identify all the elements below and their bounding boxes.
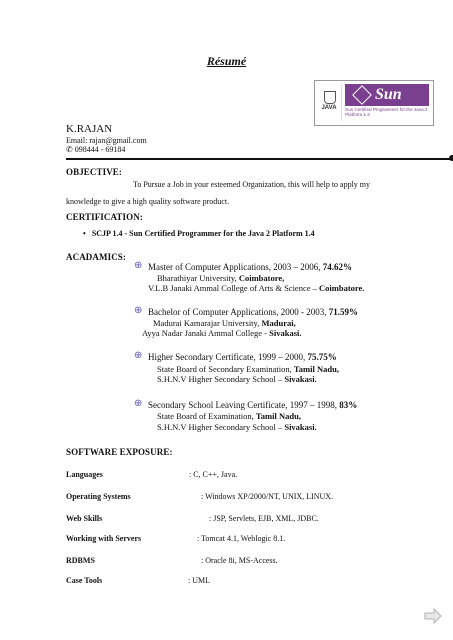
- phone-icon: ✆: [66, 145, 73, 154]
- percentage: 75.75%: [307, 352, 337, 362]
- skill-value: : Oracle 8i, MS-Access.: [201, 556, 278, 565]
- crosshair-bullet-icon: ⊕: [134, 260, 143, 271]
- resume-title: Résumé: [206, 54, 247, 68]
- certification-text: SCJP 1.4 - Sun Certified Programmer for the Java 2 Platform 1.4: [91, 229, 315, 238]
- academic-entry-4-board: State Board of Examination, Tamil Nadu,: [157, 411, 301, 421]
- crosshair-bullet-icon: ⊕: [134, 350, 143, 361]
- skill-label: RDBMS: [66, 556, 95, 565]
- certification-item: [83, 229, 315, 238]
- header-divider: [66, 158, 453, 160]
- crosshair-bullet-icon: ⊕: [134, 398, 143, 409]
- objective-line-2: knowledge to give a high quality software product.: [66, 197, 230, 206]
- crosshair-bullet-icon: ⊕: [134, 305, 143, 316]
- java-logo: [317, 85, 342, 121]
- academic-entry-1-university: Bharathiyar University, Coimbatore,: [157, 273, 285, 283]
- skill-value: : UML: [188, 576, 210, 585]
- sun-logo: [345, 84, 429, 106]
- academic-entry-3: Higher Secondary Certificate, 1999 – 2000, 75.75%: [148, 352, 337, 362]
- academic-entry-4: Secondary School Leaving Certificate, 1997 – 1998, 83%: [148, 400, 358, 410]
- phone-line: [66, 145, 125, 154]
- divider-end-dot: [449, 155, 453, 161]
- java-cup-icon: [324, 91, 336, 104]
- academic-entry-2: Bachelor of Computer Applications, 2000 - 2003, 71.59%: [148, 307, 358, 317]
- academic-entry-1: Master of Computer Applications, 2003 – 2006, 74.62%: [148, 262, 352, 272]
- logo-tagline: Sun Certified Programmer for the Java 2 Platform 1.4: [345, 107, 428, 118]
- academic-entry-3-school: S.H.N.V Higher Secondary School – Sivakasi.: [157, 374, 317, 384]
- sun-logo-text: Sun: [375, 86, 402, 103]
- percentage: 74.62%: [322, 262, 352, 272]
- skill-label: Web Skills: [66, 514, 103, 523]
- academics-heading: ACADAMICS:: [66, 252, 126, 262]
- skill-label: Languages: [66, 470, 103, 479]
- sun-diamond-icon: [352, 85, 372, 105]
- skill-value: : Tomcat 4.1, Weblogic 8.1.: [197, 534, 286, 543]
- percentage: 71.59%: [328, 307, 358, 317]
- candidate-name: K.RAJAN: [66, 123, 113, 135]
- email-line: Email: rajan@gmail.com: [66, 136, 147, 145]
- software-heading: SOFTWARE EXPOSURE:: [66, 447, 173, 457]
- objective-heading: OBJECTIVE:: [66, 167, 123, 177]
- academic-entry-4-school: S.H.N.V Higher Secondary School – Sivakasi.: [157, 422, 317, 432]
- certification-heading: CERTIFICATION:: [66, 212, 143, 222]
- skill-label: Working with Servers: [66, 534, 142, 543]
- next-arrow-icon[interactable]: [424, 608, 442, 624]
- skill-value: : Windows XP/2000/NT, UNIX, LINUX.: [201, 492, 334, 501]
- bullet-icon: •: [83, 229, 86, 238]
- percentage: 83%: [339, 400, 358, 410]
- academic-entry-1-college: V.L.B Janaki Ammal College of Arts & Science – Coimbatore.: [148, 283, 365, 293]
- phone-number: 098444 - 69184: [74, 145, 126, 154]
- skill-value: : JSP, Servlets, EJB, XML, JDBC.: [209, 514, 319, 523]
- academic-entry-3-board: State Board of Secondary Examination, Tamil Nadu,: [157, 364, 339, 374]
- skill-label: Operating Systems: [66, 492, 131, 501]
- academic-entry-2-college: Ayya Nadar Janaki Ammal College - Sivakasi.: [142, 328, 302, 338]
- objective-line-1: To Pursue a Job in your esteemed Organization, this will help to apply my: [133, 180, 371, 189]
- skill-label: Case Tools: [66, 576, 103, 585]
- sun-java-certification-logo: [314, 80, 434, 126]
- java-logo-text: JAVA: [321, 105, 337, 111]
- skill-value: : C, C++, Java.: [189, 470, 238, 479]
- academic-entry-2-university: Madurai Kamarajar University, Madurai,: [153, 318, 296, 328]
